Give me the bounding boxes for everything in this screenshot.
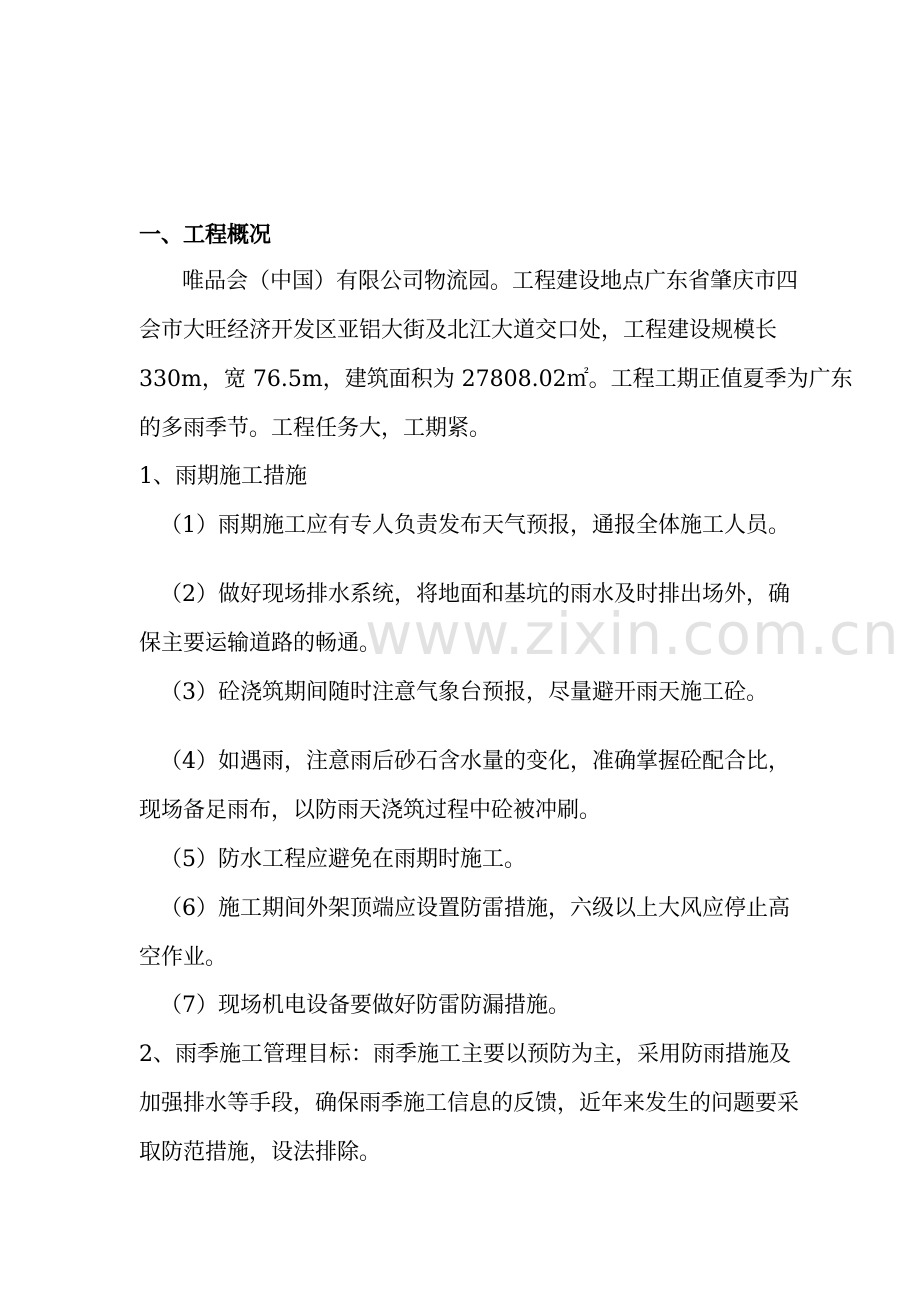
- watermark: www.zixin.com.cn: [365, 600, 900, 668]
- overview-line-4: 的多雨季节。工程任务大，工期紧。: [139, 416, 492, 441]
- measure-item-4-line-1: （4）如遇雨，注意雨后砂石含水量的变化，准确掌握砼配合比，: [160, 749, 790, 774]
- section-2-line-3: 取防范措施，设法排除。: [139, 1140, 382, 1165]
- measure-item-2-line-1: （2）做好现场排水系统，将地面和基坑的雨水及时排出场外，确: [160, 582, 790, 607]
- measure-item-2-line-2: 保主要运输道路的畅通。: [139, 631, 382, 656]
- section-heading-overview: 一、工程概况: [139, 222, 272, 248]
- section-2-line-1: 2、雨季施工管理目标：雨季施工主要以预防为主，采用防雨措施及: [139, 1042, 791, 1067]
- section-2-line-2: 加强排水等手段，确保雨季施工信息的反馈，近年来发生的问题要采: [139, 1091, 800, 1116]
- measure-item-1: （1）雨期施工应有专人负责发布天气预报，通报全体施工人员。: [160, 513, 790, 538]
- measure-item-7: （7）现场机电设备要做好防雷防漏措施。: [160, 993, 570, 1018]
- measure-item-6-line-1: （6）施工期间外架顶端应设置防雷措施，六级以上大风应停止高: [160, 896, 790, 921]
- overview-line-1: 唯品会（中国）有限公司物流园。工程建设地点广东省肇庆市四: [182, 269, 799, 294]
- measure-item-3: （3）砼浇筑期间随时注意气象台预报，尽量避开雨天施工砼。: [160, 680, 768, 705]
- measure-item-4-line-2: 现场备足雨布，以防雨天浇筑过程中砼被冲刷。: [139, 798, 602, 823]
- overview-line-3: 330m，宽 76.5m，建筑面积为 27808.02㎡。工程工期正值夏季为广东: [139, 367, 853, 392]
- overview-line-2: 会市大旺经济开发区亚铝大街及北江大道交口处，工程建设规模长: [139, 318, 778, 343]
- measure-item-5: （5）防水工程应避免在雨期时施工。: [160, 847, 526, 872]
- section-1-title: 1、雨期施工措施: [139, 464, 307, 489]
- measure-item-6-line-2: 空作业。: [139, 945, 228, 970]
